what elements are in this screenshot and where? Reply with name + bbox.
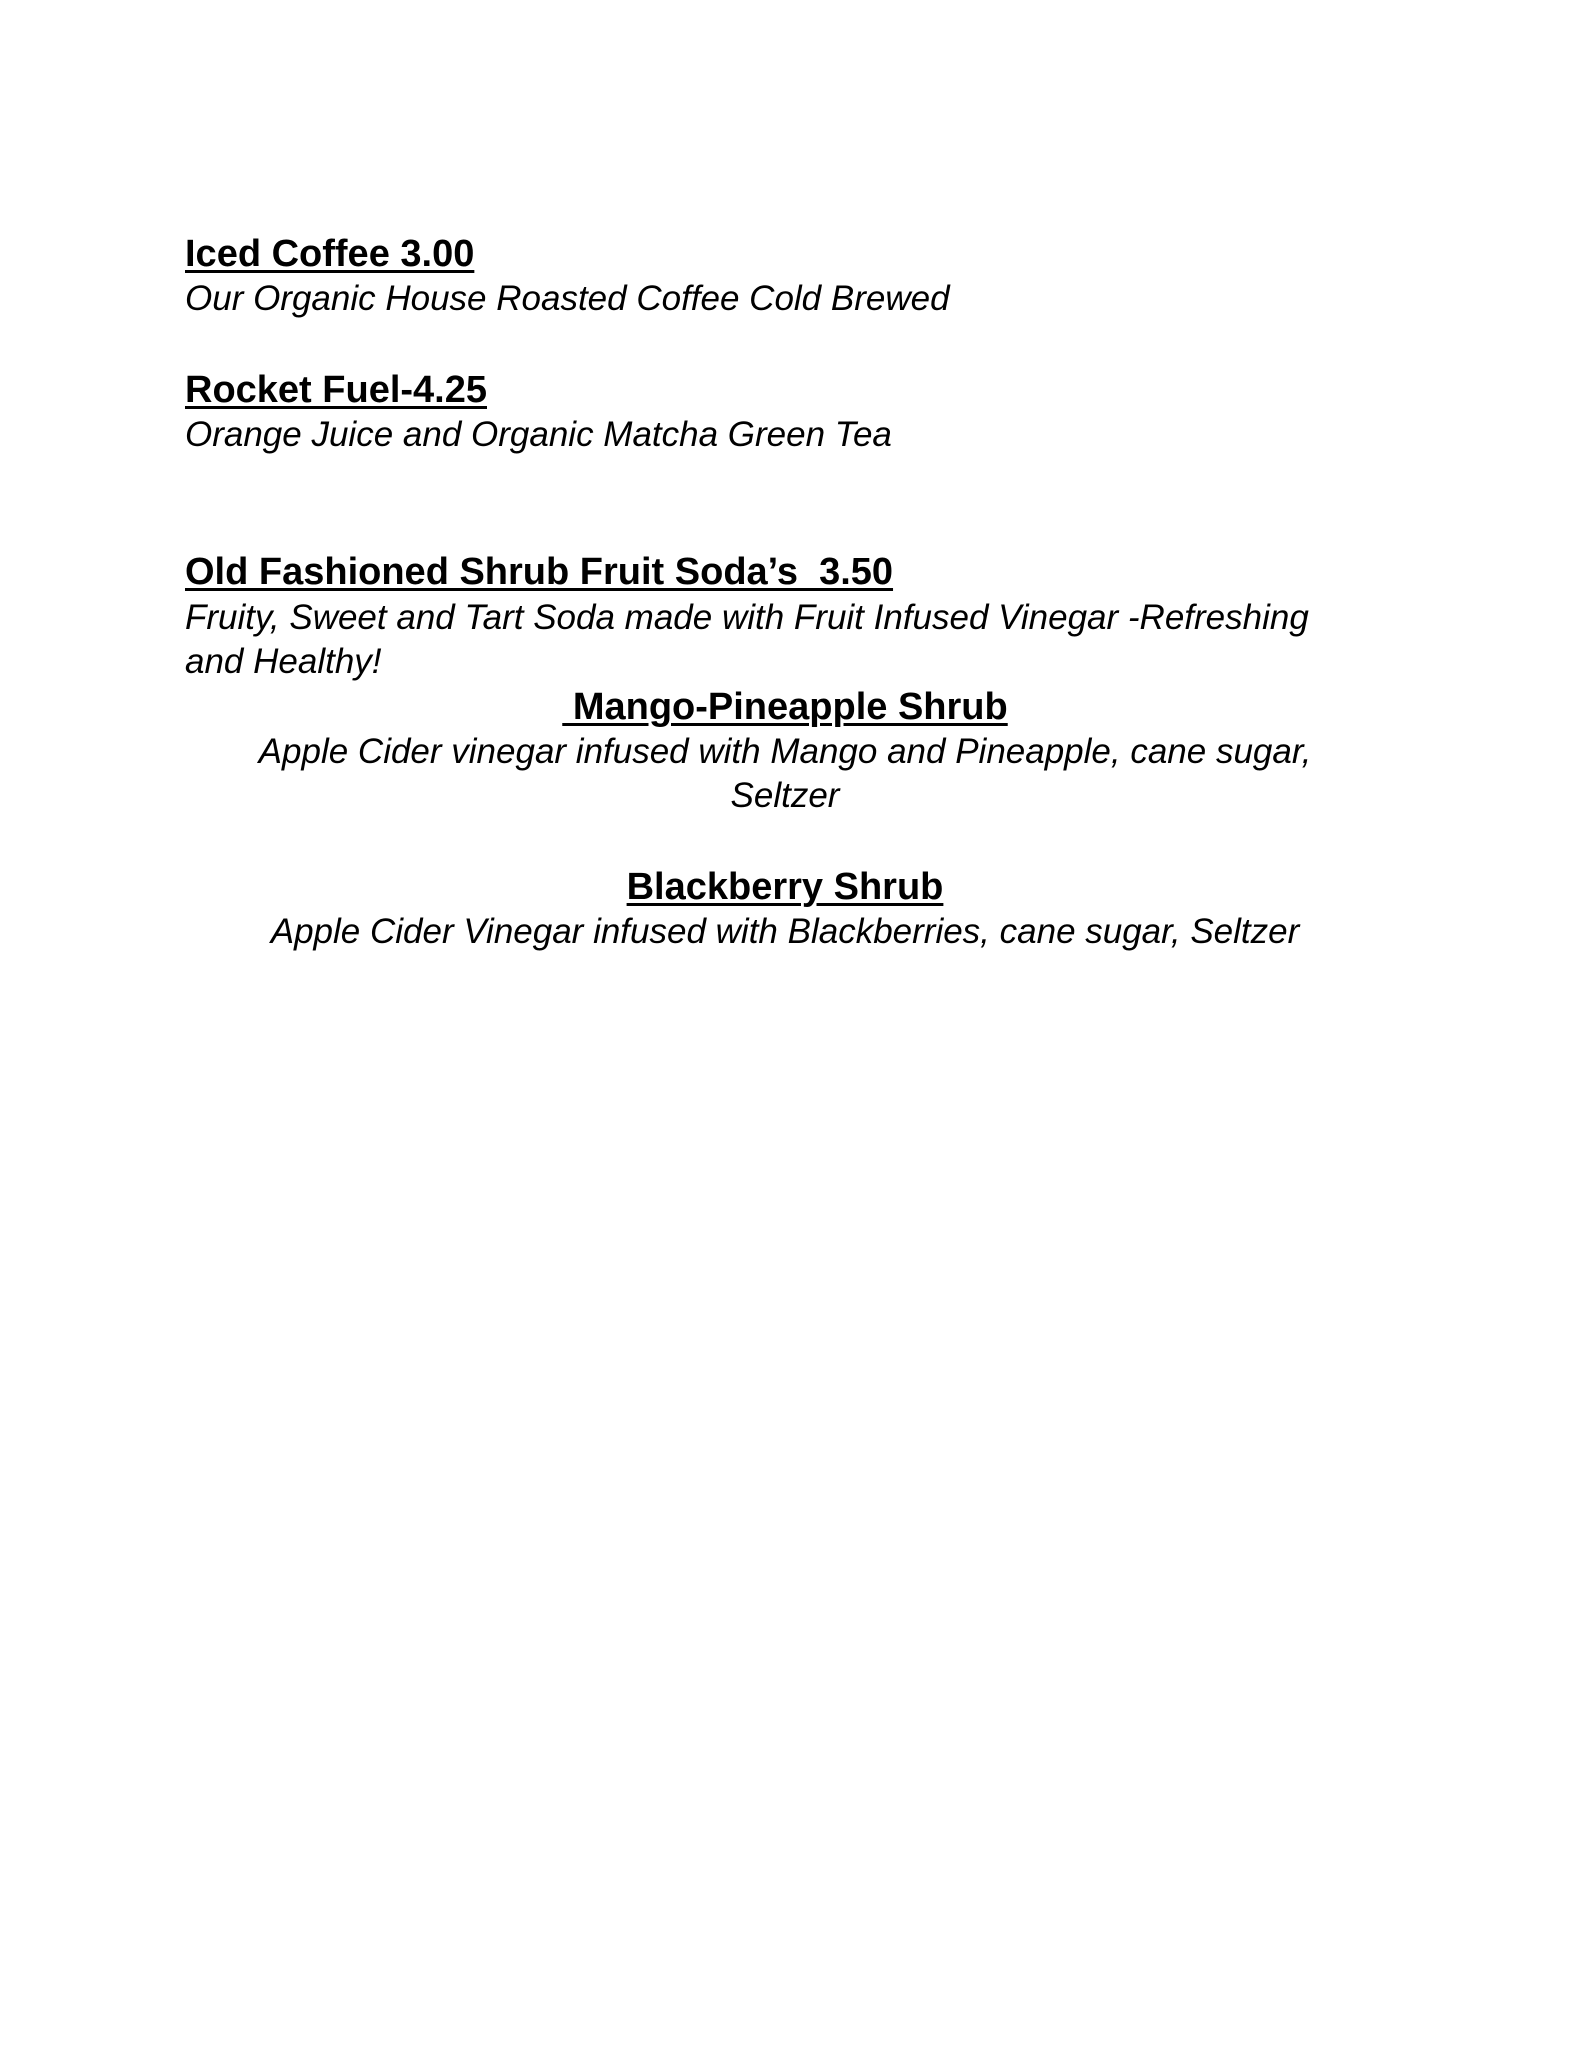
- subitem-description-blackberry: Apple Cider Vinegar infused with Blackberries, cane sugar, Seltzer: [270, 912, 1300, 951]
- item-title-shrub-soda: Old Fashioned Shrub Fruit Soda’s 3.50: [185, 551, 894, 593]
- item-description-rocket-fuel: Orange Juice and Organic Matcha Green Tea: [185, 415, 892, 454]
- subitem-description-mango-pineapple-line2: Seltzer: [730, 776, 840, 815]
- subitem-title-blackberry: Blackberry Shrub: [626, 866, 944, 908]
- subitem-title-mango-pineapple: Mango-Pineapple Shrub: [562, 686, 1008, 728]
- item-title-rocket-fuel: Rocket Fuel-4.25: [185, 369, 487, 411]
- item-description-shrub-soda: Fruity, Sweet and Tart Soda made with Fruit Infused Vinegar -Refreshing and Healthy!: [185, 598, 1309, 681]
- item-title-iced-coffee: Iced Coffee 3.00: [185, 233, 475, 275]
- item-description-iced-coffee: Our Organic House Roasted Coffee Cold Brewed: [185, 279, 950, 318]
- subitem-description-mango-pineapple-line1: Apple Cider vinegar infused with Mango and Pineapple, cane sugar,: [258, 732, 1312, 771]
